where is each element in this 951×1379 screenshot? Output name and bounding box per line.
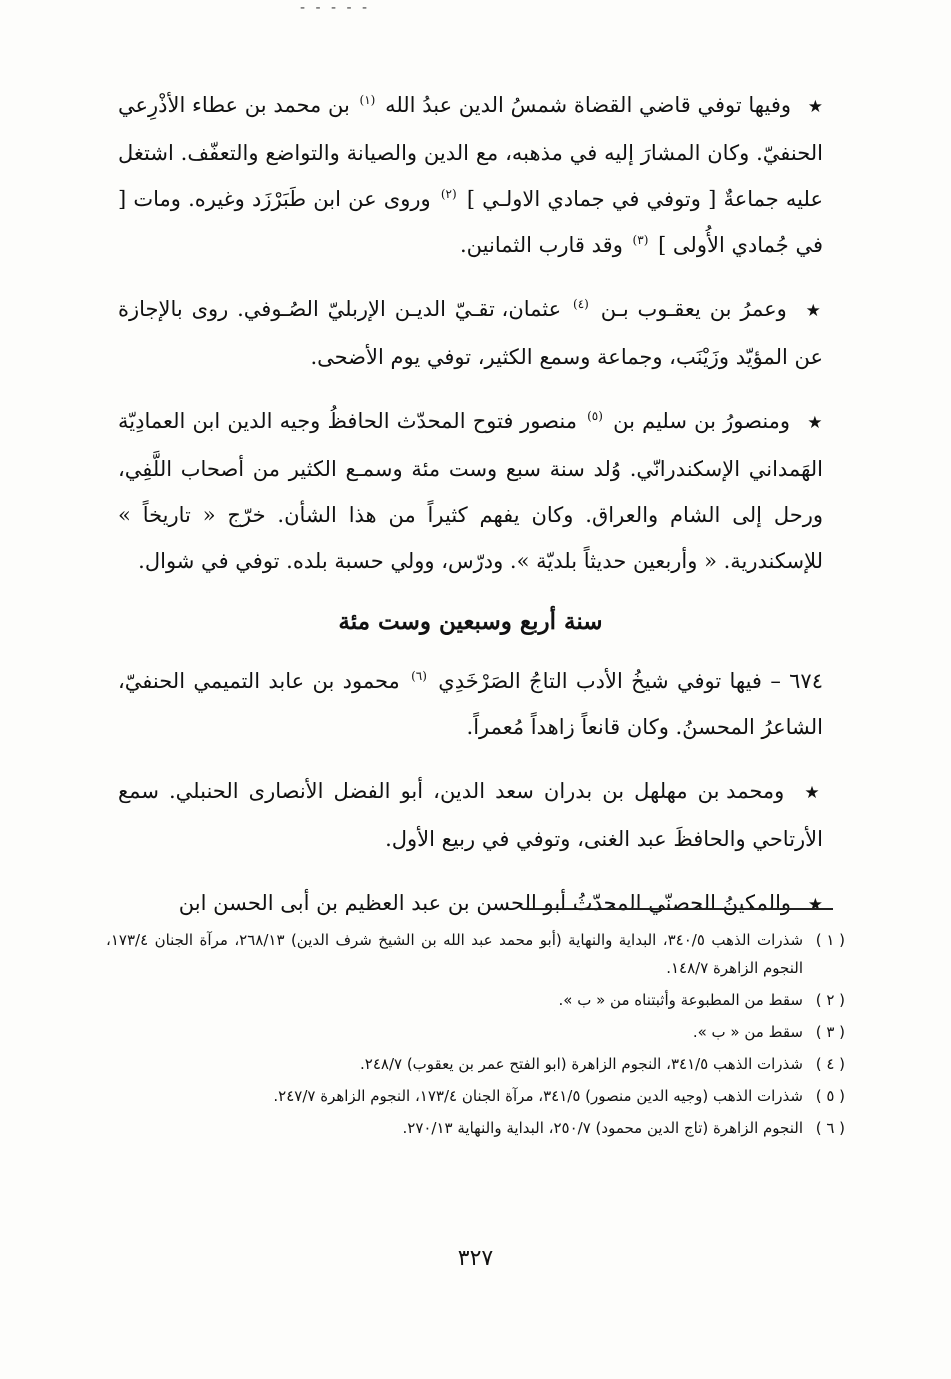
footnote-ref[interactable]: (٣) bbox=[632, 233, 649, 247]
entry-umar-ibn-yaqub bbox=[118, 286, 823, 380]
footnote-number: ( ٣ ) bbox=[815, 1023, 845, 1041]
entry-al-makin-al-hisni bbox=[118, 880, 823, 928]
entry-muhammad-ibn-muhalhal bbox=[118, 768, 823, 862]
footnote-number: ( ٤ ) bbox=[815, 1055, 845, 1073]
star-icon: ★ bbox=[804, 783, 824, 803]
footnote-number: ( ٦ ) bbox=[815, 1119, 845, 1137]
entry-text: وفيها توفي قاضي القضاة شمسُ الدين عبدُ الله bbox=[385, 93, 791, 117]
entry-text: بن محمد بن عطاء الأذْرِعي الحنفيّ. وكان المشارَ إليه في مذهبه، مع الدين والصيانة والتواضع والتعفّف. اشتغل عليه جماعةٌ [ وتوفي في جمادي الاولـي ] bbox=[118, 93, 823, 211]
entry-mansur-ibn-salim bbox=[118, 398, 823, 584]
footnote-ref[interactable]: (٦) bbox=[411, 669, 427, 683]
footnote-text: شذرات الذهب ٣٤٠/٥، البداية والنهاية (أبو محمد عبد الله بن الشيخ شرف الدين) ٢٦٨/١٣، مرآة الجنان ١٧٣/٤، النجوم الزاهرة ١٤٨/٧. bbox=[106, 931, 804, 977]
top-edge-mark: - - - - - bbox=[300, 0, 371, 16]
footnote-ref[interactable]: (٢) bbox=[440, 187, 457, 201]
entry-text: وعمرُ بن يعقـوب بـن bbox=[600, 297, 787, 321]
entry-text: فيها توفي شيخُ الأدب التاجُ الصَرْخَدِي bbox=[438, 669, 762, 693]
footnote-item bbox=[106, 986, 845, 1014]
entry-text: منصور فتوح المحدّث الحافظُ وجيه الدين ابن العمادِيّة الهَمداني الإسكندرانّي. وُلد سنة سبع وست مئة وسمـع الكثير من أصحاب اللَّفِي، ورحل إلى الشام والعراق. وكان يفهم كثيراً من هذا الشأن. خرّج « تاريخاً » للإسكندرية. « وأربعين حديثاً بلديّة ». ودرّس، وولي حسبة بلده. توفي في شوال. bbox=[118, 409, 823, 573]
footnote-separator bbox=[523, 908, 833, 910]
footnote-text: شذرات الذهب (وجيه الدين منصور) ٣٤١/٥، مرآة الجنان ١٧٣/٤، النجوم الزاهرة ٢٤٧/٧. bbox=[273, 1087, 803, 1105]
footnote-text: سقط من المطبوعة وأثبتناه من « ب ». bbox=[558, 991, 803, 1009]
year-heading: سنة أربع وسبعين وست مئة bbox=[338, 608, 603, 635]
footnote-number: ( ١ ) bbox=[815, 931, 845, 949]
entry-text: ومنصورُ بن سليم بن bbox=[613, 409, 791, 433]
entry-shams-al-din bbox=[118, 82, 823, 268]
footnote-number: ( ٢ ) bbox=[815, 991, 845, 1009]
footnote-ref[interactable]: (٤) bbox=[573, 297, 589, 311]
footnote-item bbox=[106, 1050, 845, 1078]
main-text bbox=[118, 82, 823, 946]
entry-text: والمكينُ الحصنّي المحدّثُ أبو الحسن بن عبد العظيم بن أبى الحسن ابن bbox=[178, 891, 792, 915]
footnote-ref[interactable]: (٥) bbox=[587, 409, 603, 423]
star-icon: ★ bbox=[807, 97, 823, 117]
footnote-text: شذرات الذهب ٣٤١/٥، النجوم الزاهرة (ابو الفتح عمر بن يعقوب) ٢٤٨/٧. bbox=[360, 1055, 803, 1073]
star-icon: ★ bbox=[807, 413, 823, 433]
entry-text: عثمان، تقـيّ الديـن الإربليّ الصُـوفي. روى بالإجازة عن المؤيّد وزَيْنَب، وجماعة وسمع الكثير، توفي يوم الأضحى. bbox=[118, 297, 823, 369]
star-icon: ★ bbox=[807, 895, 823, 915]
footnote-item bbox=[106, 1082, 845, 1110]
footnote-ref[interactable]: (١) bbox=[359, 93, 376, 107]
entry-text: وقد قارب الثمانين. bbox=[460, 233, 623, 257]
footnote-text: النجوم الزاهرة (تاج الدين محمود) ٢٥٠/٧، البداية والنهاية ٢٧٠/١٣. bbox=[402, 1119, 803, 1137]
entry-text: وروى عن ابن طَبَرْزَد وغيره. ومات [ في جُمادي الأُولى ] bbox=[118, 187, 823, 257]
entry-text: محمود بن عابد التميمي الحنفيّ، الشاعرُ المحسنُ. وكان قانعاً زاهداً مُعمراً. bbox=[118, 669, 823, 739]
footnote-item bbox=[106, 1018, 845, 1046]
star-icon: ★ bbox=[805, 301, 824, 321]
footnote-text: سقط من « ب ». bbox=[692, 1023, 803, 1041]
footnotes bbox=[106, 926, 845, 1146]
entry-text: ومحمد بن مهلهل بن بدران سعد الدين، أبو الفضل الأنصارى الحنبلي. سمع الأرتاحي والحافظَ عبد الغنى، وتوفي في ربيع الأول. bbox=[118, 779, 823, 851]
page-number: ٣٢٧ bbox=[457, 1246, 494, 1271]
footnote-item bbox=[106, 1114, 845, 1142]
entry-taj-al-sarkhadi bbox=[118, 658, 823, 750]
footnote-item bbox=[106, 926, 845, 982]
year-number: ٦٧٤ – bbox=[770, 669, 823, 693]
footnote-number: ( ٥ ) bbox=[815, 1087, 845, 1105]
